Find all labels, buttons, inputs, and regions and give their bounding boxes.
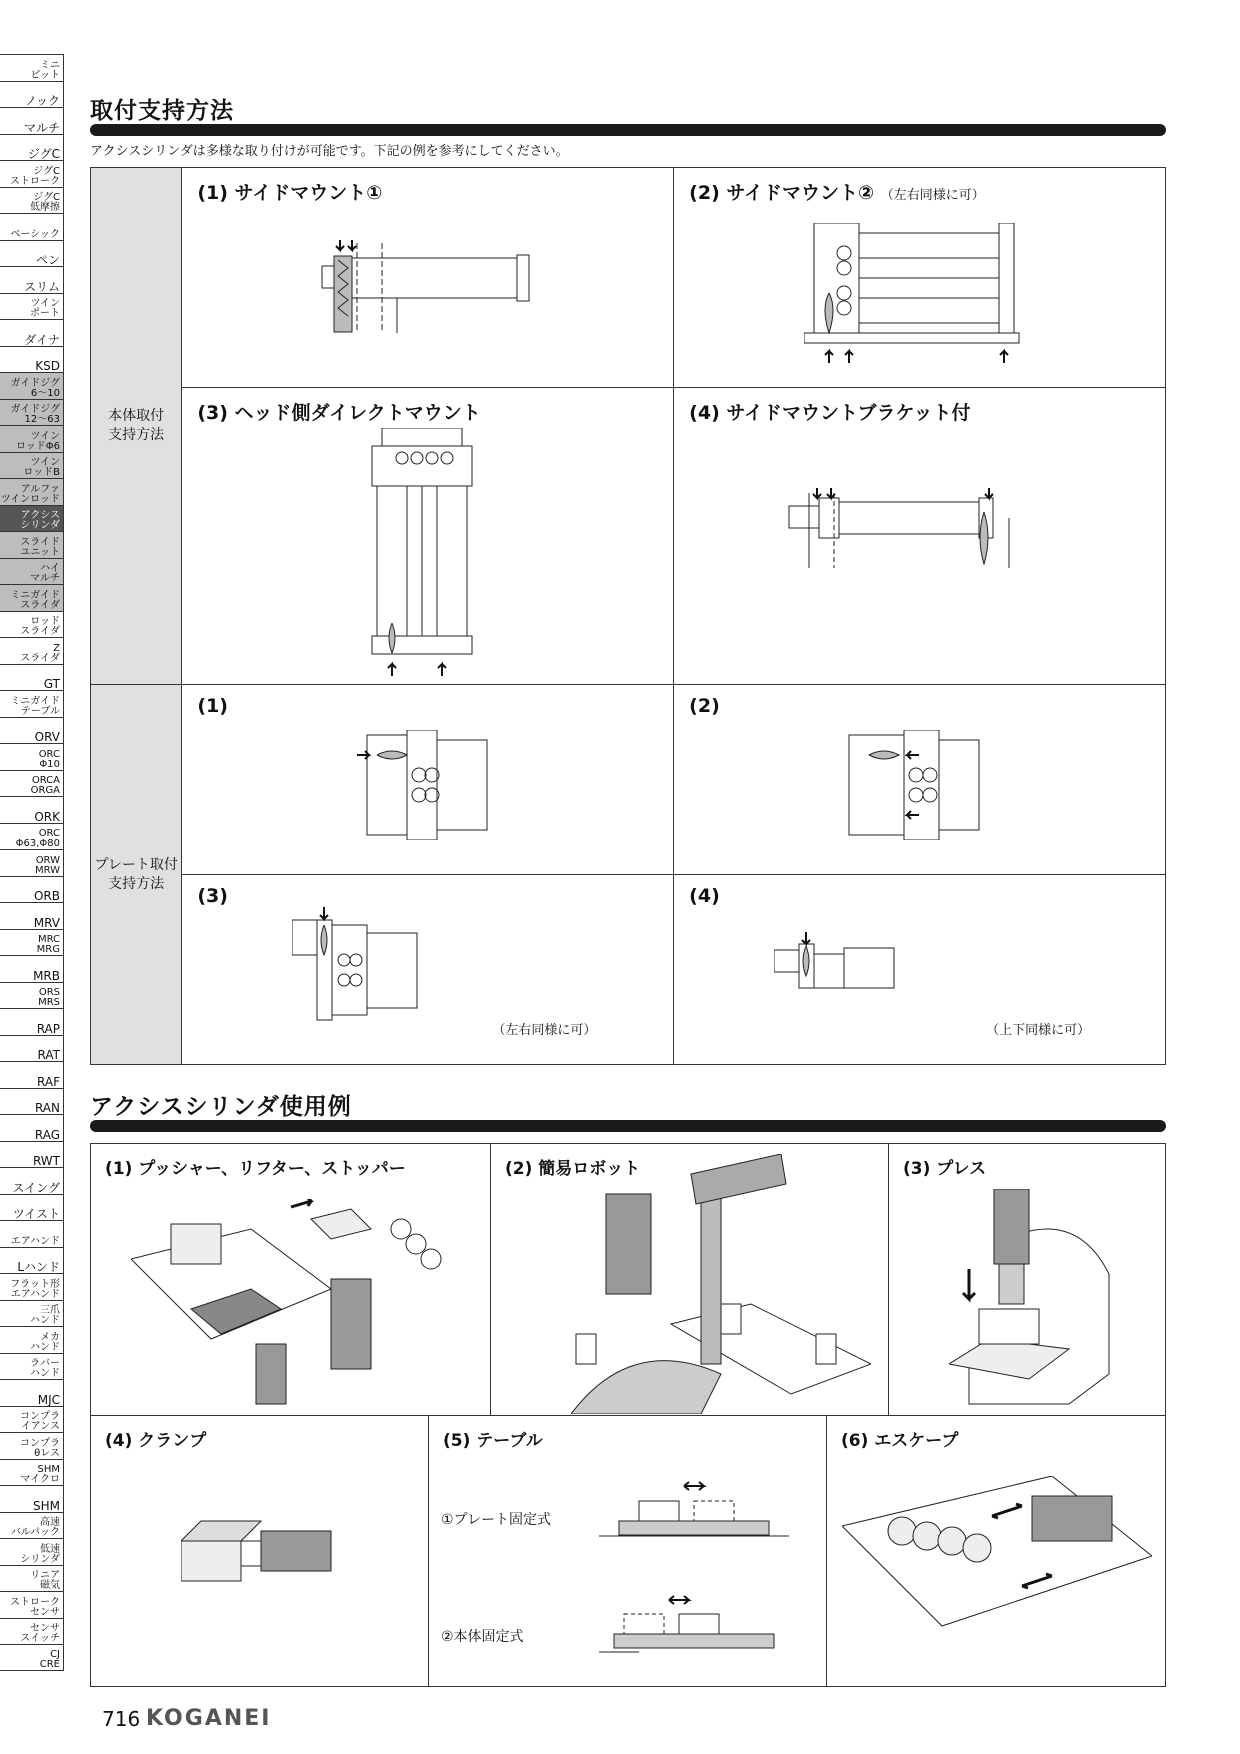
- side-index-tab[interactable]: KSD: [0, 346, 64, 373]
- cell-label: [197, 885, 228, 907]
- plate-mount-4-diagram: [774, 930, 904, 1000]
- side-index-tab[interactable]: 低速 シリンダ: [0, 1538, 64, 1565]
- side-index-tab[interactable]: ツイン ロッドB: [0, 452, 64, 479]
- row-head-label: 本体取付 支持方法: [108, 408, 165, 443]
- side-index-tab[interactable]: ツイン ポート: [0, 293, 64, 320]
- side-index-tab[interactable]: Lハンド: [0, 1247, 64, 1274]
- side-index-tab[interactable]: コンプラ イアンス: [0, 1406, 64, 1433]
- cell-label-text: (2) サイドマウント②: [689, 182, 875, 204]
- side-index-tab[interactable]: SHM: [0, 1485, 64, 1512]
- side-index-tab[interactable]: フラット形 エアハンド: [0, 1273, 64, 1300]
- side-index-tab[interactable]: RAT: [0, 1035, 64, 1062]
- robot-illustration: [571, 1154, 871, 1414]
- usage-row-1: [90, 1143, 1166, 1416]
- side-index-tab[interactable]: ロッド スライダ: [0, 611, 64, 638]
- mount-cell-side-1: [182, 168, 674, 388]
- table-plate-fixed-diagram: [599, 1476, 799, 1546]
- head-direct-mount-diagram: [367, 428, 477, 678]
- side-index-tab[interactable]: ダイナ: [0, 319, 64, 346]
- side-index-tab[interactable]: ツイン ロッドΦ6: [0, 425, 64, 452]
- mount-cell-head-direct: [182, 388, 674, 685]
- usage-label: (6) エスケープ: [841, 1431, 959, 1451]
- cell-label-text: (3): [197, 885, 228, 907]
- cell-label-note: （左右同様に可）: [880, 188, 985, 203]
- cell-label-text: (4): [689, 885, 720, 907]
- side-index-tab[interactable]: アルファ ツインロッド: [0, 478, 64, 505]
- side-index-tab[interactable]: ノック: [0, 81, 64, 108]
- side-index-tab[interactable]: ハイ マルチ: [0, 558, 64, 585]
- plate-mount-1-diagram: [357, 730, 497, 840]
- usage-row-2: [90, 1415, 1166, 1687]
- plate-cell-1: [182, 685, 674, 875]
- mount-cell-side-2: [674, 168, 1166, 388]
- side-index-tab[interactable]: RWT: [0, 1141, 64, 1168]
- side-index-tab[interactable]: SHM マイクロ: [0, 1459, 64, 1486]
- cell-label-text: (1) サイドマウント①: [197, 182, 383, 204]
- mounting-table: [90, 167, 1166, 1065]
- section-title-mounting: 取付支持方法: [90, 98, 234, 124]
- side-index-tab[interactable]: ジグC ストローク: [0, 160, 64, 187]
- side-index-tab[interactable]: Z スライダ: [0, 637, 64, 664]
- cell-label: [689, 178, 985, 205]
- cell-label: [197, 398, 480, 425]
- side-index-tab[interactable]: MRB: [0, 955, 64, 982]
- side-index-tab[interactable]: MRV: [0, 902, 64, 929]
- row-head-body-mount: [91, 168, 182, 685]
- plate-cell-3: [182, 875, 674, 1065]
- cell-label: [197, 695, 228, 717]
- cell-label-text: (1): [197, 695, 228, 717]
- side-index-tab[interactable]: RAP: [0, 1008, 64, 1035]
- side-bracket-diagram: [779, 488, 1029, 578]
- side-index-tab[interactable]: 三爪 ハンド: [0, 1300, 64, 1327]
- plate-cell-2: [674, 685, 1166, 875]
- clamp-illustration: [181, 1516, 341, 1596]
- side-index-tab[interactable]: ORK: [0, 796, 64, 823]
- side-index-tab[interactable]: ガイドジグ 6〜10: [0, 372, 64, 399]
- brand-text: KOGANEI: [146, 1706, 272, 1731]
- cell-label-text: (4) サイドマウントブラケット付: [689, 402, 971, 424]
- usage-clamp: [91, 1416, 429, 1686]
- side-index-tab[interactable]: GT: [0, 664, 64, 691]
- cell-label: [197, 178, 382, 205]
- side-index-tab[interactable]: ORCA ORGA: [0, 770, 64, 797]
- usage-label: (1) プッシャー、リフター、ストッパー: [105, 1159, 406, 1179]
- side-index-tab[interactable]: マルチ: [0, 107, 64, 134]
- cell-label-text: (3) ヘッド側ダイレクトマウント: [197, 402, 481, 424]
- side-index-tab[interactable]: 高速 バルパック: [0, 1512, 64, 1539]
- section-title-usage: アクシスシリンダ使用例: [90, 1094, 352, 1120]
- section-intro: アクシスシリンダは多様な取り付けが可能です。下記の例を参考にしてください。: [90, 144, 569, 159]
- row-head-label: プレート取付 支持方法: [94, 856, 178, 892]
- side-index-tab[interactable]: ORB: [0, 876, 64, 903]
- side-index-tab[interactable]: ORC Φ10: [0, 743, 64, 770]
- section-bar: [90, 124, 1166, 136]
- escape-illustration: [842, 1476, 1152, 1666]
- usage-press: [889, 1144, 1165, 1415]
- side-index-tab[interactable]: スリム: [0, 266, 64, 293]
- side-index-tab[interactable]: ジグC: [0, 134, 64, 161]
- page-number: 716: [102, 1707, 141, 1731]
- side-index-tab[interactable]: ORS MRS: [0, 982, 64, 1009]
- side-index-tab[interactable]: ベーシック: [0, 213, 64, 240]
- usage-label: (5) テーブル: [443, 1431, 543, 1451]
- plate-cell-4: [674, 875, 1166, 1065]
- side-mount-1-diagram: [312, 238, 552, 338]
- usage-pusher-lifter-stopper: [91, 1144, 491, 1415]
- side-index-tab[interactable]: ORV: [0, 717, 64, 744]
- side-index-tab[interactable]: スイング: [0, 1167, 64, 1194]
- mount-cell-side-bracket: [674, 388, 1166, 685]
- cell-label: [689, 398, 970, 425]
- side-index-tab[interactable]: ツイスト: [0, 1194, 64, 1221]
- plate-mount-3-diagram: [292, 905, 422, 1035]
- side-index-tab[interactable]: ラバー ハンド: [0, 1353, 64, 1380]
- usage-label: (4) クランプ: [105, 1431, 207, 1451]
- usage-simple-robot: [491, 1144, 889, 1415]
- cell-label: [689, 885, 720, 907]
- side-mount-2-diagram: [804, 223, 1044, 363]
- table-body-fixed-diagram: [599, 1594, 799, 1664]
- side-index-tab[interactable]: アクシス シリンダ: [0, 505, 64, 532]
- side-index-tab[interactable]: RAG: [0, 1114, 64, 1141]
- cell-note: （上下同様に可）: [986, 1023, 1091, 1038]
- side-index-tab[interactable]: センサ スイッチ: [0, 1618, 64, 1645]
- plate-mount-2-diagram: [844, 730, 984, 840]
- section-bar: [90, 1120, 1166, 1132]
- usage-sub-body-fixed: ②本体固定式: [441, 1629, 524, 1645]
- side-index-tab[interactable]: ORC Φ63,Φ80: [0, 823, 64, 850]
- row-head-plate-mount: [91, 685, 182, 1065]
- side-index-tab[interactable]: エアハンド: [0, 1220, 64, 1247]
- koganei-logo: [146, 1706, 271, 1731]
- side-index-tab[interactable]: ミニガイド スライダ: [0, 584, 64, 611]
- usage-escape: [827, 1416, 1165, 1686]
- cell-label-text: (2): [689, 695, 720, 717]
- side-index-tab[interactable]: ジグC 低摩擦: [0, 187, 64, 214]
- side-index-tab[interactable]: ペン: [0, 240, 64, 267]
- side-index-tab[interactable]: リニア 磁気: [0, 1565, 64, 1592]
- cell-note: （左右同様に可）: [492, 1023, 597, 1038]
- side-index-tab[interactable]: RAF: [0, 1061, 64, 1088]
- side-index-tab[interactable]: メカ ハンド: [0, 1326, 64, 1353]
- usage-label: (2) 簡易ロボット: [505, 1159, 641, 1179]
- usage-table: [429, 1416, 827, 1686]
- side-index-tab[interactable]: スライド ユニット: [0, 531, 64, 558]
- press-illustration: [949, 1189, 1129, 1409]
- usage-sub-plate-fixed: ①プレート固定式: [441, 1512, 551, 1528]
- usage-label: (3) プレス: [903, 1159, 987, 1179]
- side-index-tab[interactable]: ORW MRW: [0, 849, 64, 876]
- side-index-tab[interactable]: RAN: [0, 1088, 64, 1115]
- side-index-tabs: [0, 54, 64, 1671]
- side-index-tab[interactable]: ストローク センサ: [0, 1591, 64, 1618]
- side-index-tab[interactable]: ガイドジグ 12〜63: [0, 399, 64, 426]
- side-index-tab[interactable]: コンプラ θレス: [0, 1432, 64, 1459]
- side-index-tab[interactable]: ミニガイド テーブル: [0, 690, 64, 717]
- side-index-tab[interactable]: CJ CRE: [0, 1644, 64, 1671]
- side-index-tab[interactable]: MRC MRG: [0, 929, 64, 956]
- pusher-illustration: [131, 1199, 461, 1409]
- side-index-tab[interactable]: ミニ ピット: [0, 54, 64, 81]
- cell-label: [689, 695, 720, 717]
- side-index-tab[interactable]: MJC: [0, 1379, 64, 1406]
